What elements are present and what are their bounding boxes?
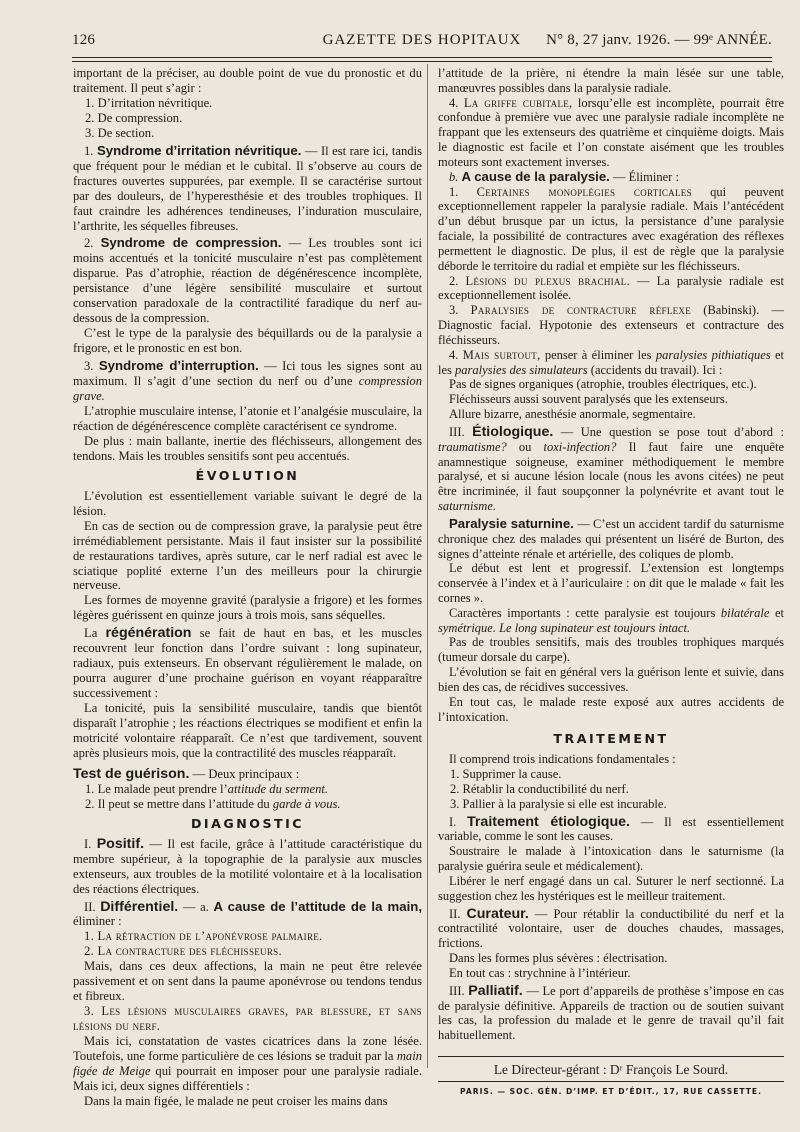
paragraph: III. Étiologique. — Une question se pose tout d’abord : traumatisme? ou toxi-infection? Il faut faire une enquête anamnestique soigneuse, examiner méthodiquement le membre paralysé, et si aucune lésion locale (nous les avons citées) ne peut être incriminée, il faut soupçonner la polynévrite et avant tout le saturnisme. (438, 423, 784, 514)
paragraph: II. Curateur. — Pour rétablir la conductibilité du nerf et la contractilité volontaire, user de douches chaudes, massages, frictions. (438, 905, 784, 951)
paragraph: I. Traitement étiologique. — Il est essentiellement variable, comme le sont les causes. (438, 813, 784, 844)
list-item: 1. Supprimer la cause. (450, 767, 562, 782)
paragraph: Le début est lent et progressif. L’extension est longtemps conservée à l’index et à l’auriculaire : on dit que le malade « fait les cornes ». (438, 561, 784, 605)
paragraph: L’évolution est essentiellement variable suivant le degré de la lésion. (73, 488, 422, 518)
list-item: 2. Il peut se mettre dans l’attitude du garde à vous. (85, 796, 341, 811)
list-item: 2. La contracture des fléchisseurs. (84, 944, 282, 959)
list-item: 3. De section. (85, 125, 155, 140)
paragraph: Paralysie saturnine. — C’est un accident tardif du saturnisme chronique chez des malades qui présentent un liséré de Burton, des signes d’atteinte rénale et artérielle, des coliques de plomb. (438, 515, 784, 561)
subheading: Différentiel. (100, 898, 179, 915)
section-heading: TRAITEMENT (553, 731, 669, 747)
subheading: Curateur. (466, 905, 529, 922)
director-line: Le Directeur-gérant : Dʳ François Le Sourd. (493, 1062, 729, 1077)
left-column (73, 66, 422, 1109)
paragraph: Mais, dans ces deux affections, la main ne peut être relevée passivement et on sent dans la paume aponévrose ou tendons tendus et fibreux. (73, 959, 422, 1004)
paragraph: 4. Mais surtout, penser à éliminer les paralysies pithiatiques et les paralysies des simulateurs (accidents du travail). Ici : (438, 347, 784, 377)
column-divider (427, 64, 428, 1068)
paragraph: II. Différentiel. — a. A cause de l’attitude de la main, éliminer : (73, 898, 423, 929)
subheading: Syndrome de compression. (100, 235, 282, 251)
paragraph: 1. Certaines monoplégies corticales qui peuvent exceptionnellement rappeler la paralysie radiale. Mais l’antécédent d’un début brusque par un ictus, la persistance d’une paralysie faciale, la possibilité de contractures avec exagération des réflexes permettent le diagnostic. De plus, il est de règle que la paralysie déborde le territoire du radial et empiète sur les fléchisseurs. (438, 184, 785, 273)
issue-info: N° 8, 27 janv. 1926. — 99ᵉ ANNÉE. (546, 32, 772, 48)
paragraph: En tout cas : strychnine à l’intérieur. (449, 965, 631, 980)
paragraph: Fléchisseurs aussi souvent paralysés que les extenseurs. (449, 392, 728, 407)
paragraph: 4. La griffe cubitale, lorsqu’elle est incomplète, pourrait être confondue à première vue avec une paralysie radiale incomplète ne frappant que les extenseurs des quatrième et cinquième doigts. Mais le diagnostic est facile et l’on constate aisément que les troubles moteurs sont exactement inverses. (438, 95, 784, 169)
paragraph: important de la préciser, au double point de vue du pronostic et du traitement. Il peut s’agir : (73, 66, 422, 95)
subheading: Test de guérison. (73, 765, 190, 782)
paragraph: Dans les formes plus sévères : électrisation. (449, 951, 668, 966)
paragraph: Caractères importants : cette paralysie est toujours bilatérale et symétrique. Le long supinateur est toujours intact. (438, 605, 784, 635)
list-item: 2. De compression. (85, 110, 183, 125)
paragraph: L’atrophie musculaire intense, l’atonie et l’analgésie musculaire, la réaction de dégénérescence complète caractérisent ce syndrome. (73, 403, 422, 433)
section-heading: DIAGNOSTIC (190, 815, 305, 831)
paragraph: 3. Syndrome d’interruption. — Ici tous les signes sont au maximum. Il s’agit d’une section du nerf ou d’une compression grave. (73, 358, 422, 404)
list-item: 1. Le malade peut prendre l’attitude du serment. (85, 781, 329, 796)
journal-title: GAZETTE DES HOPITAUX (322, 32, 522, 48)
paragraph: b. A cause de la paralysie. — Éliminer : (449, 168, 679, 184)
header-rule (72, 57, 772, 58)
subheading: Étiologique. (472, 423, 554, 440)
paragraph: 2. Syndrome de compression. — Les troubles sont ici moins accentués et la tonicité musculaire n’est pas complètement disparue. Pas d’atrophie, réaction de dégénérescence incomplète, persistance d’une légère sensibilité musculaire et surtout conservation paradoxale de la contractilité faradique du nerf au-dessous de la compression. (73, 235, 423, 326)
paragraph: En cas de section ou de compression grave, la paralysie peut être irrémédiablement persistante. Mais il faut insister sur la possibilité de restaurations tardives, après suture, car le nerf radial est avec le sciatique poplité externe l’un des meilleurs pour la chirurgie nerveuse. (73, 518, 422, 593)
paragraph: Il comprend trois indications fondamentales : (449, 752, 676, 767)
subheading: Positif. (96, 835, 145, 852)
list-item: 1. La rétraction de l’aponévrose palmaire. (84, 929, 323, 944)
paragraph: 2. Lésions du plexus brachial. — La paralysie radiale est exceptionnellement isolée. (438, 273, 784, 303)
printer-line: PARIS. — SOC. GÉN. D’IMP. ET D’ÉDIT., 17, RUE CASSETTE. (460, 1087, 762, 1096)
subheading: Syndrome d’irritation névritique. (96, 142, 302, 158)
footer-rule (438, 1056, 784, 1057)
header-rule-2 (72, 61, 772, 62)
section-heading: ÉVOLUTION (195, 467, 300, 483)
footer-rule-2 (438, 1081, 784, 1082)
paragraph: L’évolution se fait en général vers la guérison lente et suivie, dans bien des cas, de récidives successives. (438, 665, 784, 694)
paragraph: La tonicité, puis la sensibilité musculaire, tandis que bientôt disparaît l’atrophie ; les réactions électriques se modifient et enfin la motricité volontaire réapparaît. Ce n’est que tardivement, souvent après plusieurs mois, que la contractilité des muscles réapparaît. (73, 701, 422, 760)
page-header (72, 32, 772, 54)
paragraph: En tout cas, le malade reste exposé aux autres accidents de l’intoxication. (438, 694, 784, 724)
paragraph: Soustraire le malade à l’intoxication dans le saturnisme (la paralysie guérira seule et médicalement). (438, 844, 784, 874)
subheading: Syndrome d’interruption. (98, 358, 259, 374)
paragraph: 3. Paralysies de contracture réflexe (Babinski). — Diagnostic facial. Hypotonie des extenseurs et contracture des fléchisseurs. (438, 303, 785, 347)
paragraph: I. Positif. — Il est facile, grâce à l’attitude caractéristique du membre supérieur, à la topographie de la paralysie aux muscles extenseurs, aux troubles de la motilité volontaire et à la localisation des réactions électriques. (73, 835, 422, 896)
paragraph: La régénération se fait de haut en bas, et les muscles recouvrent leur fonction dans l’ordre suivant : long supinateur, radiaux, puis extenseurs. En observant régulièrement le malade, on pourra augurer d’une prochaine guérison en voyant réapparaître successivement : (73, 625, 422, 701)
list-item: 3. Pallier à la paralysie si elle est incurable. (450, 796, 667, 811)
list-item: 1. D’irritation névritique. (85, 95, 213, 110)
paragraph: Pas de troubles sensitifs, mais des troubles trophiques marqués (tumeur dorsale du carpe). (438, 635, 784, 665)
paragraph: C’est le type de la paralysie des béquillards ou de la paralysie a frigore, et le pronostic en est bon. (73, 326, 422, 356)
subheading: Paralysie saturnine. (449, 515, 574, 531)
subheading: Traitement étiologique. (467, 813, 630, 830)
paragraph: Libérer le nerf engagé dans un cal. Suturer le nerf sectionné. La suggestion chez les hystériques est le meilleur traitement. (438, 873, 784, 903)
paragraph: Mais ici, constatation de vastes cicatrices dans la zone lésée. Toutefois, une forme particulière de ces lésions se traduit par la main figée de Meige qui pourrait en imposer pour une paralysie radiale. Mais ici, deux signes différentiels : (73, 1034, 422, 1093)
subheading: A cause de la paralysie. (461, 168, 610, 184)
paragraph: Pas de signes organiques (atrophie, troubles électriques, etc.). (449, 377, 757, 392)
list-item: 2. Rétablir la conductibilité du nerf. (450, 781, 629, 796)
right-column (438, 66, 784, 1043)
subheading: Palliatif. (468, 982, 523, 999)
subheading: régénération (105, 625, 192, 642)
page-number: 126 (72, 32, 96, 48)
paragraph: Dans la main figée, le malade ne peut croiser les mains dans (84, 1093, 388, 1108)
paragraph: III. Palliatif. — Le port d’appareils de prothèse s’impose en cas de paralysie définitive. Appareils de traction ou de soutien suivant les cas, la profession du malade et le genre de travail qu’il fait habituellement. (438, 982, 784, 1043)
paragraph: Test de guérison. — Deux principaux : (73, 765, 300, 782)
paragraph: Allure bizarre, anesthésie anormale, segmentaire. (449, 407, 696, 422)
paragraph: Les formes de moyenne gravité (paralysie a frigore) et les formes légères guérissent en quinze jours à trois mois, sans séquelles. (73, 593, 422, 623)
paragraph: l’attitude de la prière, ni étendre la main lésée sur une table, manœuvres possibles dans la paralysie radiale. (438, 66, 784, 95)
paragraph: 1. Syndrome d’irritation névritique. — Il est rare ici, tandis que fréquent pour le médian et le cubital. Il s’observe au cours de fractures ouvertes suppurées, par exemple. Il se caractérise surtout par des douleurs, de l’hyperesthésie et des troubles trophiques. Il faut craindre les adhérences tendineuses, l’induration musculaire, l’arthrite, les séquelles fibreuses. (73, 142, 422, 233)
list-item: 3. Les lésions musculaires graves, par blessure, et sans lésions du nerf. (73, 1004, 422, 1034)
paragraph: De plus : main ballante, inertie des fléchisseurs, allongement des tendons. Mais les troubles sensitifs sont peu accentués. (73, 433, 422, 463)
